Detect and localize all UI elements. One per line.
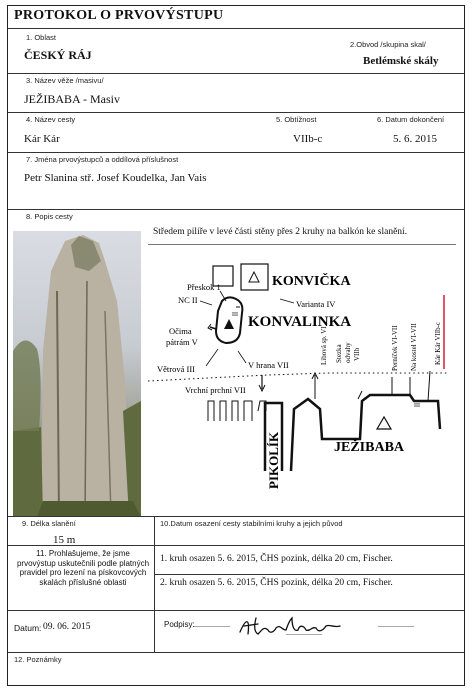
vetrova-label: Větrová III [157,364,195,374]
datum-value: 09. 06. 2015 [43,622,91,632]
obtiznost-label: 5. Obtížnost [276,115,317,124]
nc-leader [200,301,212,305]
stezka-label: Stezka [335,344,343,363]
prohlaseni-text: 11. Prohlašujeme, že jsme prvovýstup uskutečnili podle platných pravidel pro lezení na pískovcových skalách příslušné oblasti [16,549,150,587]
vhrana-leader [238,351,246,363]
oblast-value: ČESKÝ RÁJ [24,48,92,62]
pernizek-label: Perníček VI-VII [391,325,399,371]
delka-slaneni-value: 15 m [53,534,76,546]
obvod-value: Betlémské skály [363,55,439,67]
signature-dots-1: .................. [194,620,230,629]
vhrana-label: V hrana VII [248,360,289,370]
divider [8,610,464,611]
karkar-route-line [428,371,430,401]
vegetation [13,427,43,517]
signature-dots-3: .................. [378,620,414,629]
karkar-label: Kár Kár VIIb-c [434,321,442,365]
cesta-value: Kár Kár [24,133,60,145]
ocima-label: Očima [169,326,192,336]
route-topo-sketch [148,251,460,519]
kruh2-value: 2. kruh osazen 5. 6. 2015, ČHS pozink, délka 20 cm, Fischer. [160,578,393,588]
divider [8,73,464,74]
odvahy-label: odvahy [344,342,352,363]
preskok-label: Přeskok 1 [187,282,221,292]
divider [8,516,464,517]
nc-label: NC II [178,295,198,305]
osazeni-label: 10.Datum osazení cesty stabilními kruhy a jejich původ [160,519,343,528]
patram-label: pátrám V [166,337,198,347]
route-arrow [210,327,216,329]
prvovystupci-label: 7. Jména prvovýstupců a oddílová příslušnost [26,155,179,164]
divider [154,610,155,652]
popis-value: Středem pilíře v levé části stěny přes 2 kruhy na balkón ke slanění. [153,227,408,237]
obvod-label: 2.Obvod /skupina skal/ [350,40,426,49]
rock-photo [13,231,141,517]
protocol-form [7,5,465,686]
varianta-label: Varianta IV [296,299,336,309]
pikolik-tower [232,401,238,421]
odvahy-grade-label: VIIb [353,347,361,361]
libova-label: Libová sp. VI [320,326,328,365]
divider [8,152,464,153]
tree [13,340,41,431]
vrchni-label: Vrchní prchní VII [185,385,246,395]
pikolik-tower [220,401,226,421]
konvicka-box-right [241,264,268,290]
pikolik-label: PIKOLÍK [266,431,281,489]
vetrova-leader [206,349,218,366]
vez-value: JEŽIBABA - Masiv [24,92,120,106]
page-title: PROTOKOL O PRVOVÝSTUPU [14,8,224,23]
konvicka-label: KONVIČKA [272,274,351,289]
varianta-leader [280,299,294,303]
konvalinka-summit-triangle-icon [224,319,234,329]
pikolik-tower [244,401,252,421]
description-underline [148,244,456,245]
divider [154,574,464,575]
popis-label: 8. Popis cesty [26,212,73,221]
signature-drawing [236,614,346,640]
vez-label: 3. Název věže /masivu/ [26,76,104,85]
approach-path [148,373,448,381]
datum-dokonceni-label: 6. Datum dokončení [377,115,445,124]
nakostel-label: Na kostel VI-VII [410,323,418,371]
poznamky-label: 12. Poznámky [14,655,62,664]
divider [8,652,464,653]
divider [8,112,464,113]
datum-dokonceni-value: 5. 6. 2015 [393,133,437,145]
ring-mark: III [232,312,238,318]
datum-label: Datum: [14,623,42,633]
divider [8,545,464,546]
oblast-label: 1. Oblast [26,33,57,42]
delka-slaneni-label: 9. Délka slanění [22,519,76,528]
signature-dots-2: .................. [286,628,322,637]
jezibaba-summit-triangle-icon [377,417,391,429]
pikolik-tower [208,401,214,421]
prvovystupci-value: Petr Slanina stř. Josef Koudelka, Jan Vais [24,172,207,184]
rock-photo-drawing [13,231,141,517]
signature-stroke [240,618,340,634]
podpisy-label: Podpisy: [164,620,195,629]
karkar-ring-mark: III [414,403,420,409]
kruh1-value: 1. kruh osazen 5. 6. 2015, ČHS pozink, délka 20 cm, Fischer. [160,554,393,564]
konvalinka-label: KONVALINKA [248,314,352,330]
divider [154,516,155,610]
divider [8,28,464,29]
cesta-label: 4. Název cesty [26,115,76,124]
route-line [358,391,362,399]
summit-triangle-icon [249,272,259,282]
jezibaba-label: JEŽIBABA [334,440,405,455]
divider [8,209,464,210]
ground-vegetation [37,501,141,517]
obtiznost-value: VIIb-c [293,133,323,145]
